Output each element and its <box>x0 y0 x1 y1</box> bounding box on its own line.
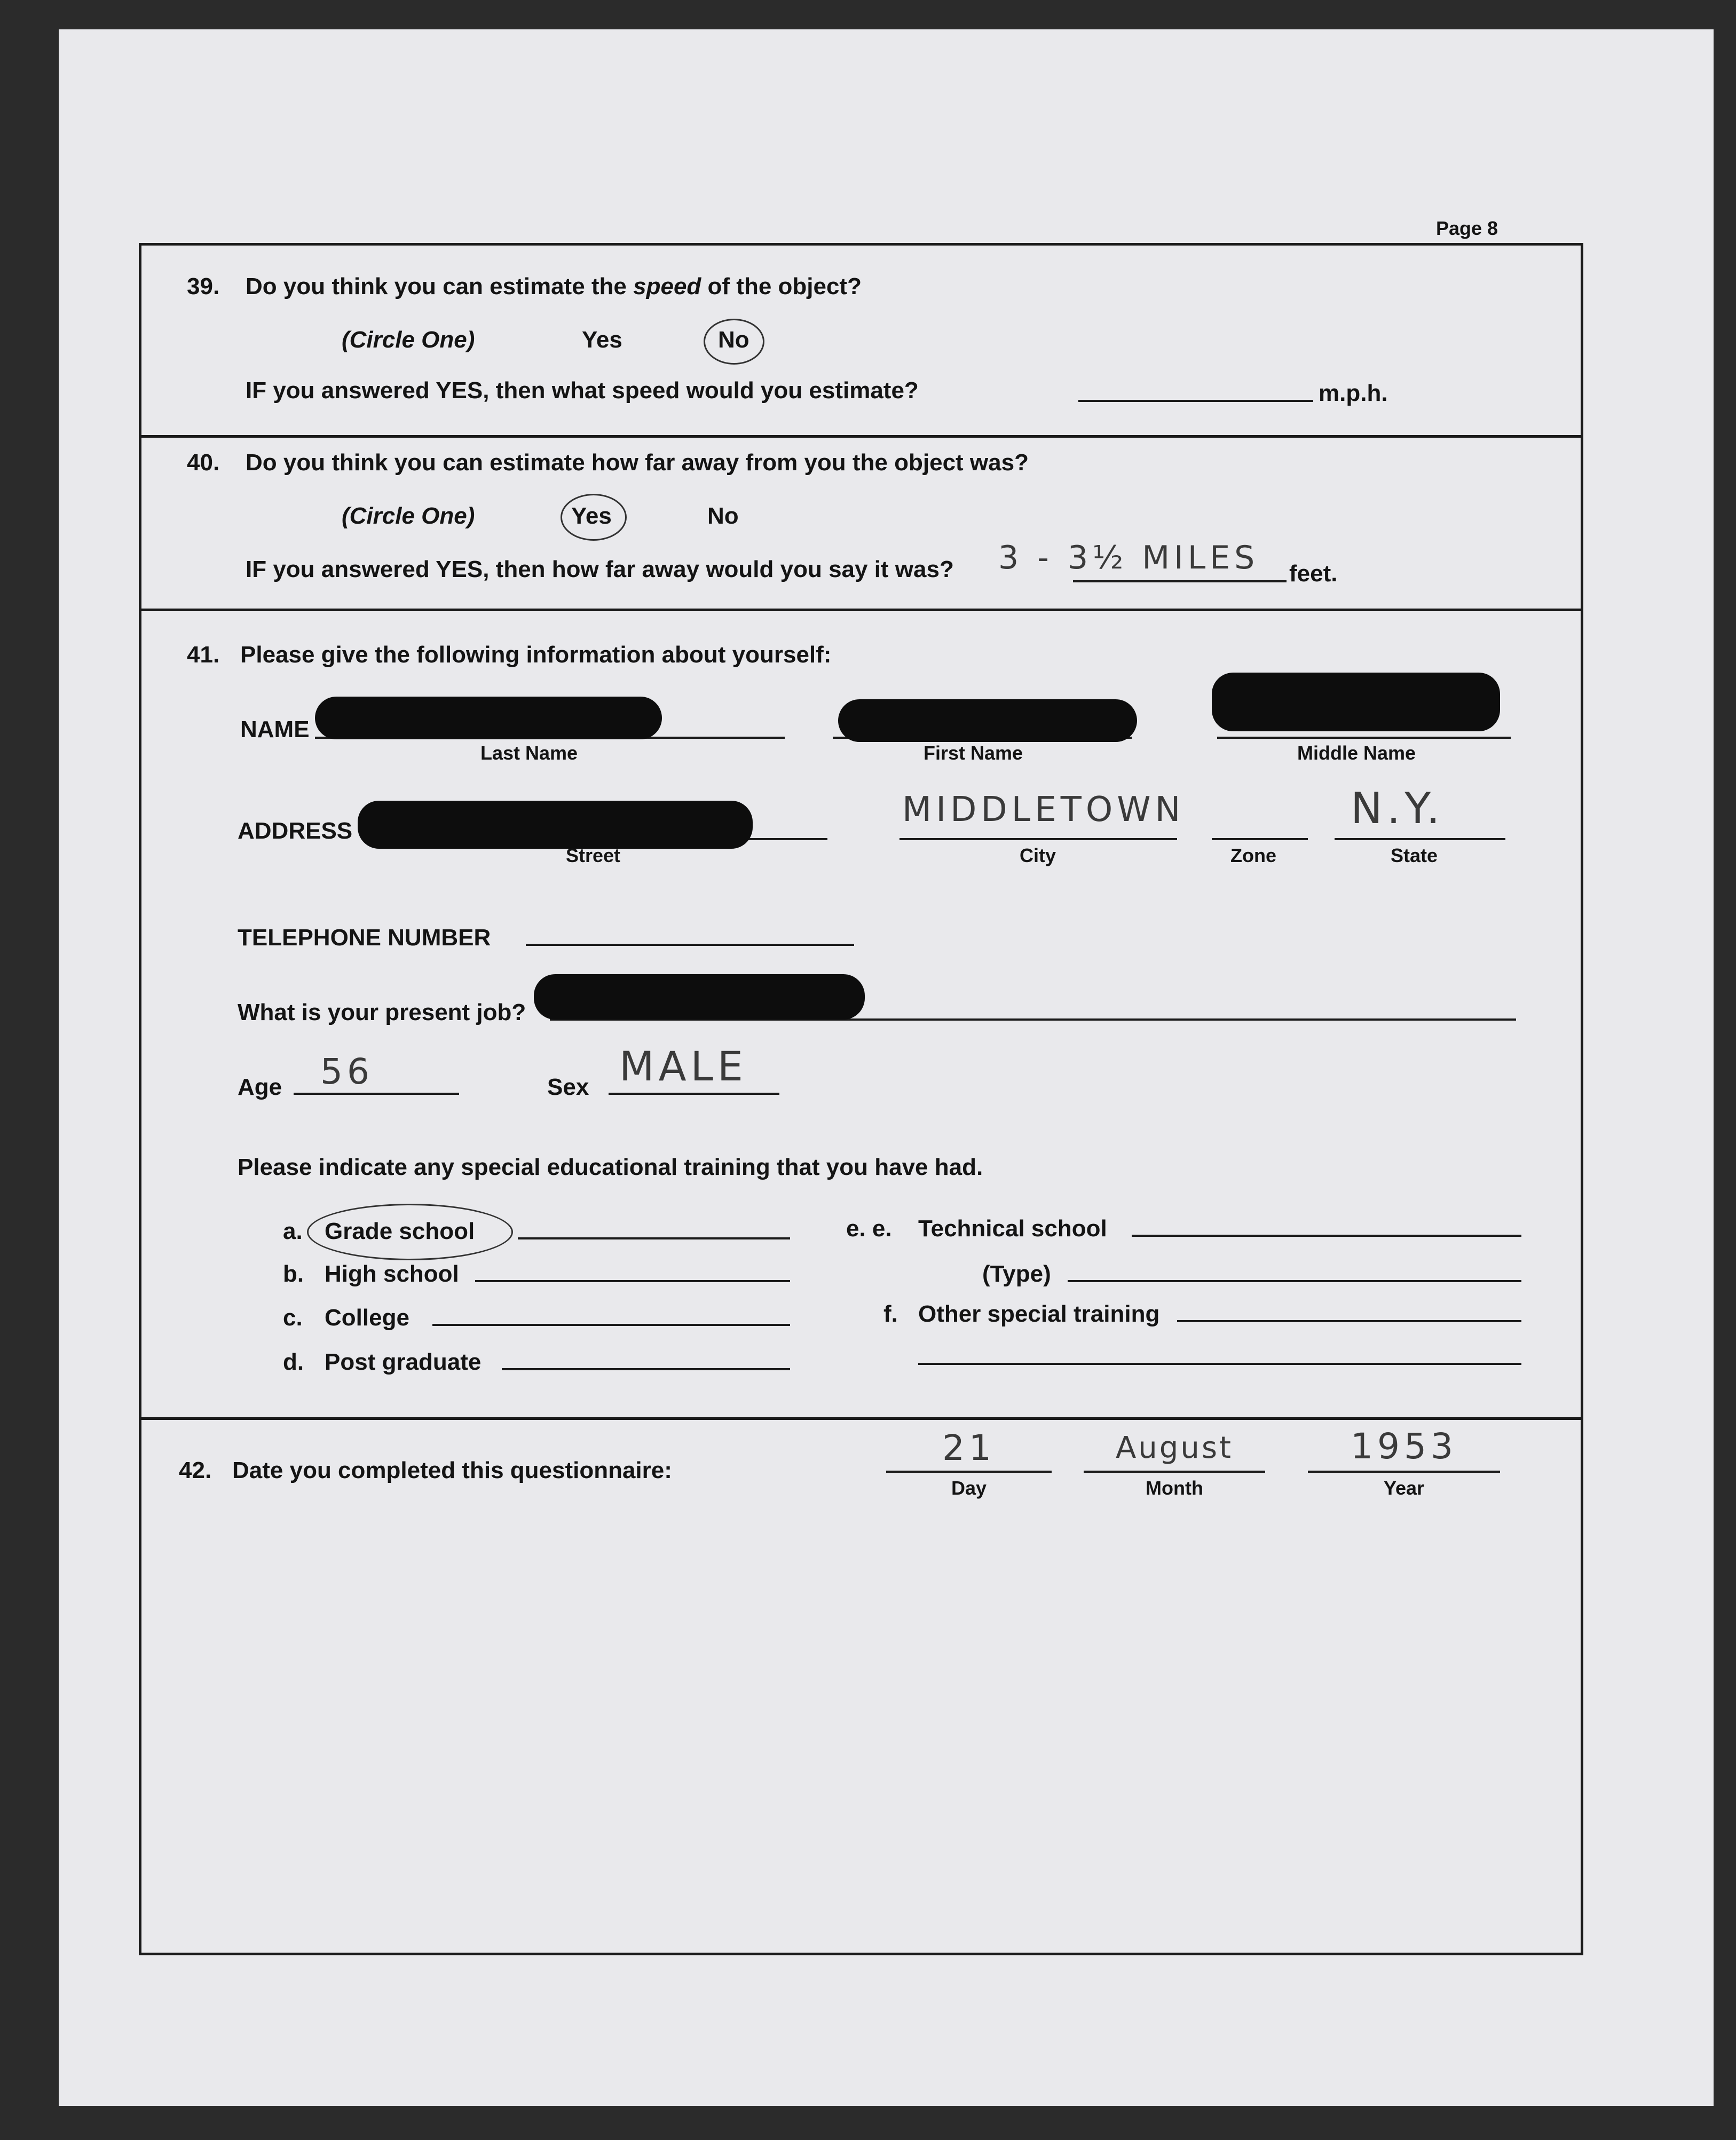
year-value[interactable]: 1953 <box>1351 1426 1457 1467</box>
technical-type-label: (Type) <box>982 1261 1051 1287</box>
sex-label: Sex <box>547 1074 589 1100</box>
technical-type-line[interactable] <box>1068 1280 1521 1282</box>
q39-no-option[interactable]: No <box>718 327 749 353</box>
city-label: City <box>1020 844 1056 866</box>
telephone-line[interactable] <box>526 944 854 946</box>
q40-distance-answer[interactable]: 3 - 3½ MILES <box>998 539 1259 577</box>
education-high-school[interactable]: High school <box>325 1261 459 1287</box>
city-value[interactable]: MIDDLETOWN <box>902 790 1185 830</box>
section-divider <box>139 435 1583 438</box>
form-frame <box>139 243 1583 1955</box>
q39-question: Do you think you can estimate the speed of the object? <box>246 273 862 299</box>
first-name-label: First Name <box>924 742 1023 764</box>
middle-name-line[interactable] <box>1217 737 1511 739</box>
q39-number: 39. <box>187 273 220 299</box>
college-line[interactable] <box>432 1324 790 1326</box>
last-name-label: Last Name <box>480 742 578 764</box>
month-label: Month <box>1146 1477 1203 1499</box>
education-technical-school[interactable]: Technical school <box>918 1215 1107 1242</box>
q39-unit: m.p.h. <box>1319 380 1388 406</box>
q39-yes-option[interactable]: Yes <box>582 327 622 353</box>
q42-number: 42. <box>179 1457 212 1483</box>
day-label: Day <box>951 1477 987 1499</box>
other-training-line-2[interactable] <box>918 1363 1521 1365</box>
name-label: NAME <box>240 716 310 743</box>
q40-distance-answer-line <box>1073 580 1287 582</box>
city-line <box>899 838 1177 840</box>
redaction-job <box>534 974 865 1020</box>
month-line <box>1084 1471 1265 1473</box>
age-label: Age <box>238 1074 282 1100</box>
post-graduate-line[interactable] <box>502 1368 790 1370</box>
grade-school-circle-mark <box>307 1204 513 1260</box>
address-label: ADDRESS <box>238 818 353 844</box>
education-f-letter: f. <box>883 1301 898 1327</box>
high-school-line[interactable] <box>475 1280 790 1282</box>
q40-yes-circle-mark <box>561 494 627 541</box>
zone-line[interactable] <box>1212 838 1308 840</box>
other-training-line[interactable] <box>1177 1320 1521 1322</box>
education-other-training[interactable]: Other special training <box>918 1301 1160 1327</box>
document-page <box>59 29 1714 2106</box>
month-value[interactable]: August <box>1116 1431 1233 1465</box>
education-post-graduate[interactable]: Post graduate <box>325 1349 482 1375</box>
telephone-label: TELEPHONE NUMBER <box>238 925 491 951</box>
q39-speed-answer-line[interactable] <box>1078 400 1313 402</box>
q39-circle-one: (Circle One) <box>342 327 475 353</box>
section-divider <box>139 609 1583 611</box>
sex-value[interactable]: MALE <box>619 1043 747 1090</box>
street-label: Street <box>566 844 621 866</box>
redaction-last-name <box>315 697 662 739</box>
education-prompt: Please indicate any special educational training that you have had. <box>238 1154 983 1180</box>
q41-prompt: Please give the following information about yourself: <box>240 642 832 668</box>
q40-yes-option[interactable]: Yes <box>571 503 612 529</box>
day-value[interactable]: 21 <box>942 1427 996 1468</box>
grade-school-line[interactable] <box>518 1237 790 1239</box>
q40-question: Do you think you can estimate how far away from you the object was? <box>246 449 1029 476</box>
year-label: Year <box>1383 1477 1425 1499</box>
q40-followup: IF you answered YES, then how far away would you say it was? <box>246 556 954 582</box>
q40-number: 40. <box>187 449 220 476</box>
state-value[interactable]: N.Y. <box>1351 784 1445 833</box>
education-d-letter: d. <box>283 1349 304 1375</box>
q42-prompt: Date you completed this questionnaire: <box>232 1457 672 1483</box>
sex-line <box>609 1093 779 1095</box>
q39-no-circle-mark <box>704 319 764 365</box>
page-label: Page 8 <box>1436 217 1498 239</box>
q41-number: 41. <box>187 642 220 668</box>
age-value[interactable]: 56 <box>320 1051 374 1092</box>
middle-name-label: Middle Name <box>1297 742 1416 764</box>
zone-label: Zone <box>1230 844 1276 866</box>
education-college[interactable]: College <box>325 1305 409 1331</box>
q40-unit: feet. <box>1289 560 1338 587</box>
education-c-letter: c. <box>283 1305 303 1331</box>
section-divider <box>139 1417 1583 1420</box>
redaction-middle-name <box>1212 673 1500 731</box>
education-b-letter: b. <box>283 1261 304 1287</box>
education-e-letter: e. e. <box>846 1215 892 1242</box>
state-label: State <box>1391 844 1438 866</box>
year-line <box>1308 1471 1500 1473</box>
redaction-first-name <box>838 699 1137 742</box>
education-a-letter: a. <box>283 1218 303 1244</box>
education-grade-school[interactable]: Grade school <box>325 1218 475 1244</box>
q40-circle-one: (Circle One) <box>342 503 475 529</box>
day-line <box>886 1471 1052 1473</box>
job-label: What is your present job? <box>238 999 526 1025</box>
state-line <box>1335 838 1505 840</box>
technical-school-line[interactable] <box>1132 1235 1521 1237</box>
q39-followup: IF you answered YES, then what speed would you estimate? <box>246 377 919 404</box>
q40-no-option[interactable]: No <box>707 503 739 529</box>
redaction-street <box>358 801 753 849</box>
age-line <box>294 1093 459 1095</box>
